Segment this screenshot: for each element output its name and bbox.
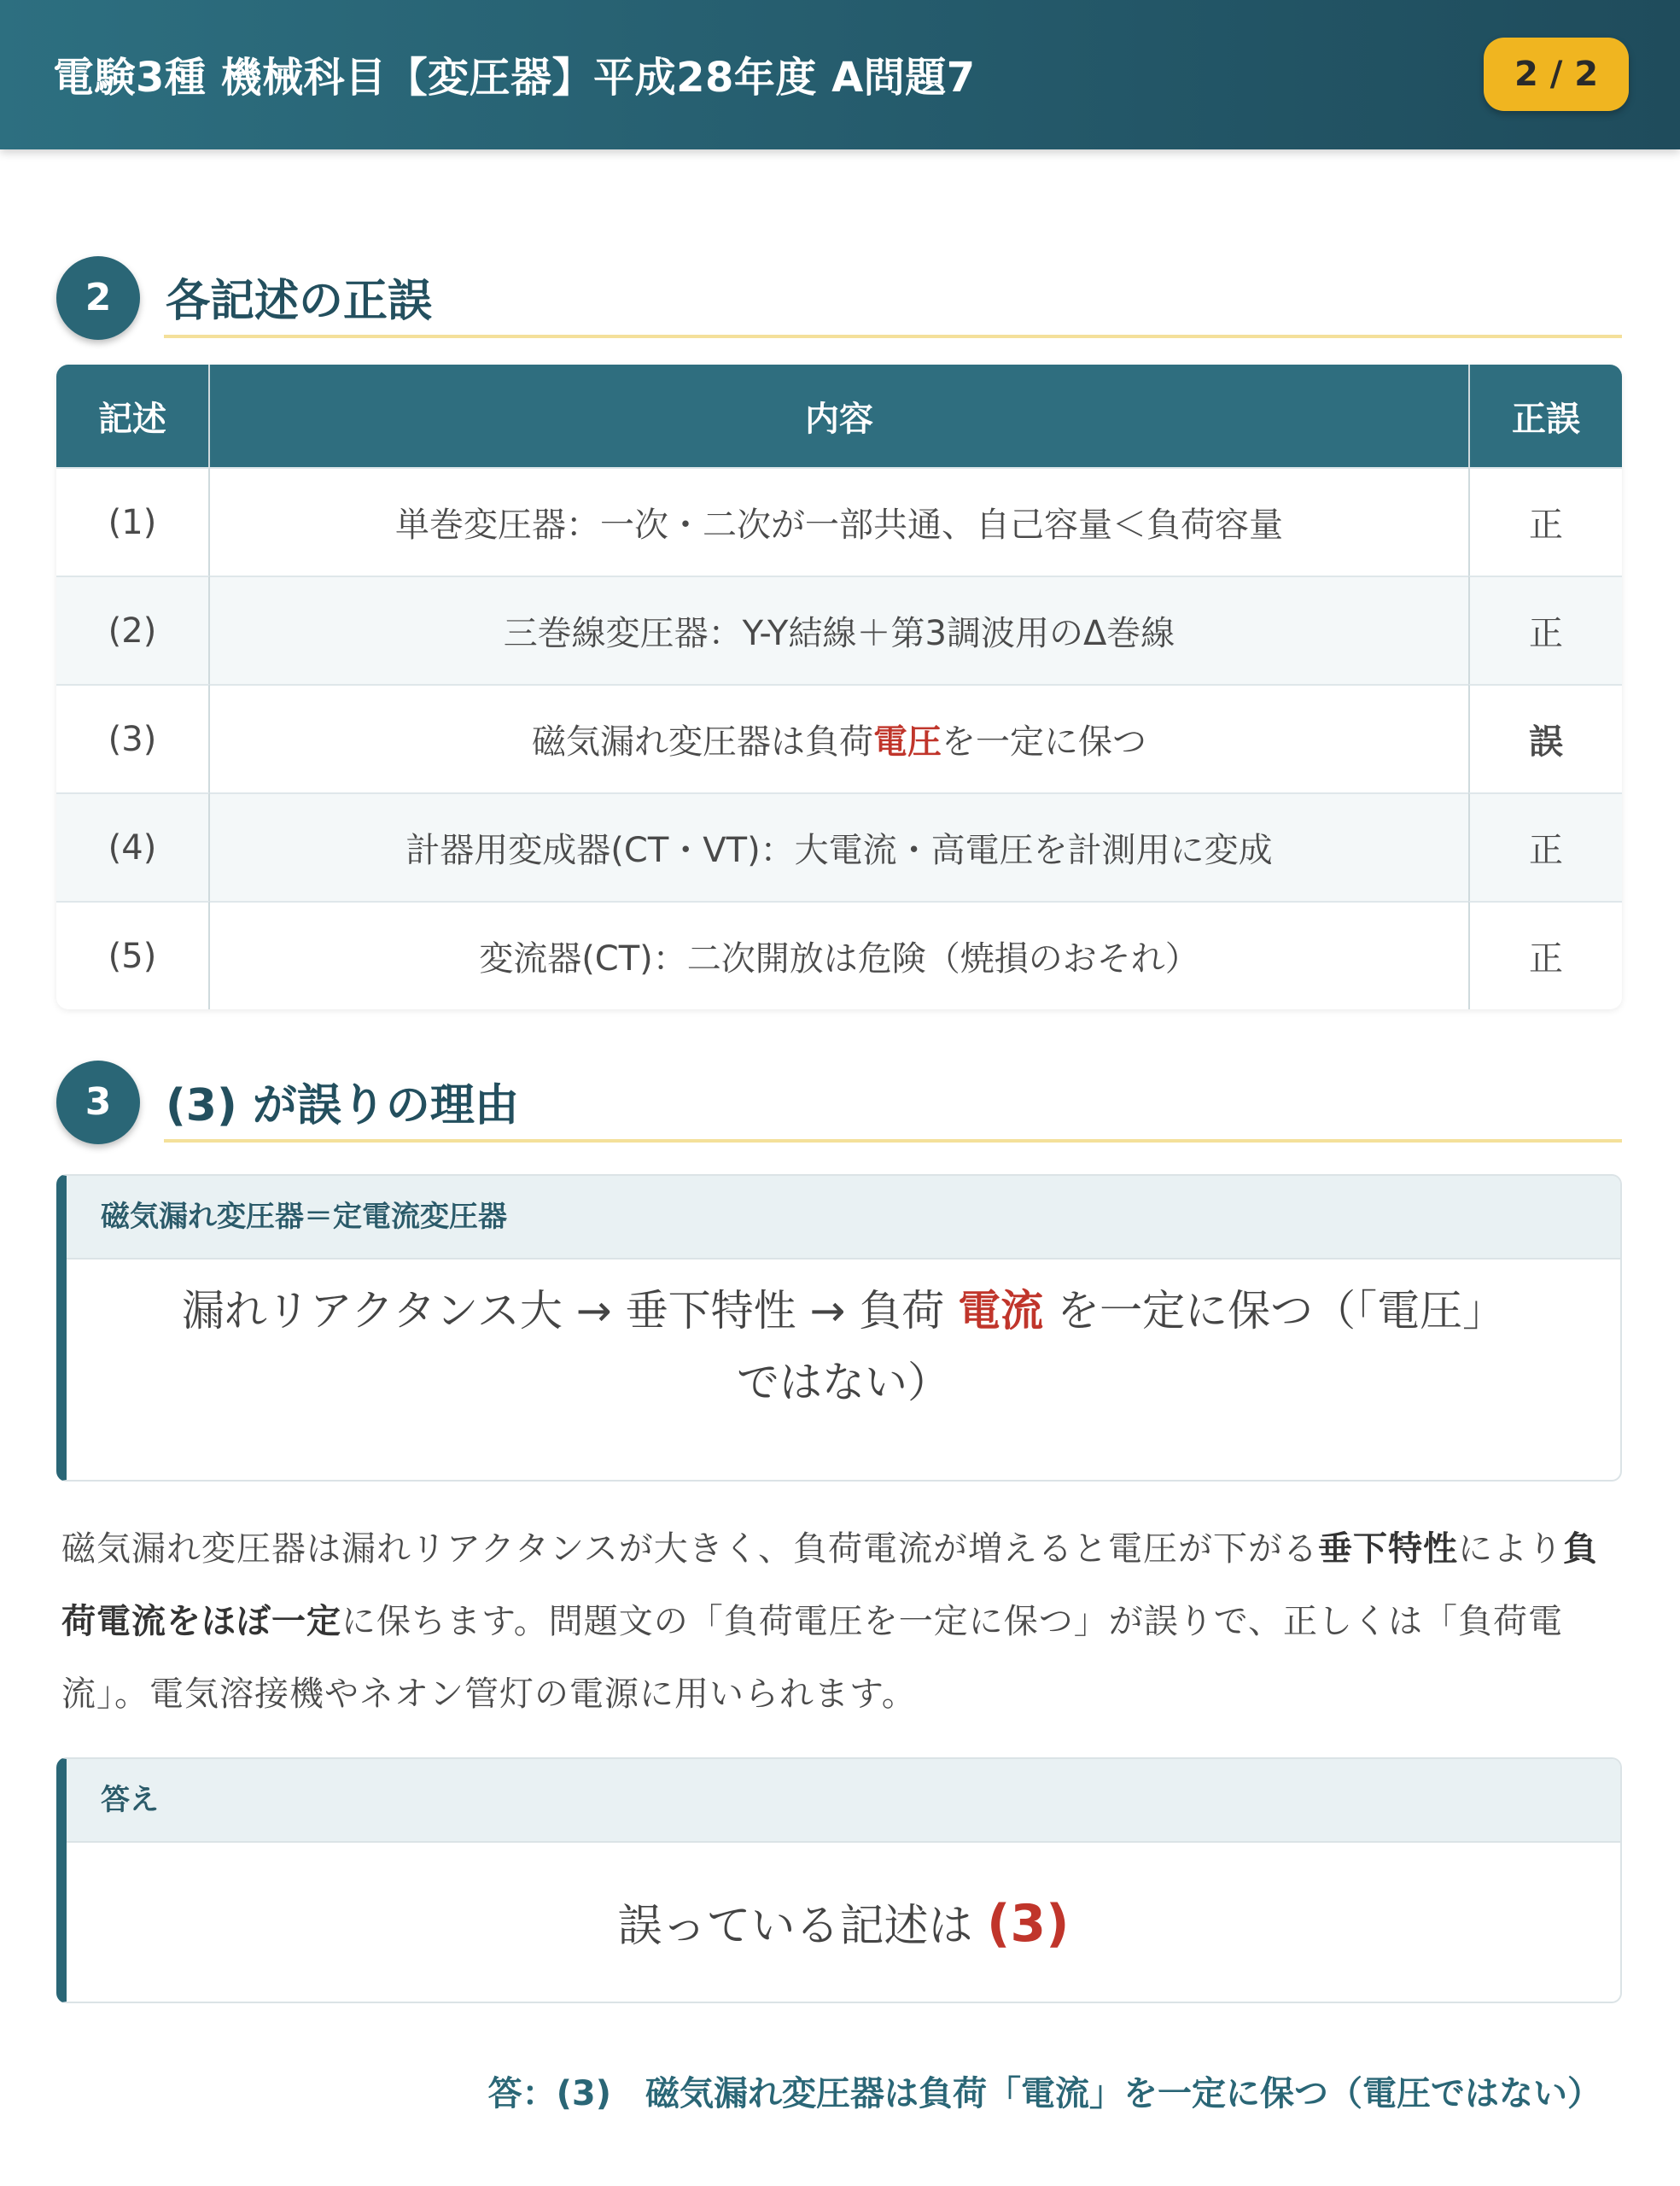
statement-judgement-table — [56, 365, 1622, 1009]
section-underline — [164, 335, 1622, 338]
section-number-badge: 3 — [56, 1061, 140, 1144]
section-number-badge: 2 — [56, 256, 140, 340]
key-point-heading: 磁気漏れ変圧器＝定電流変圧器 — [67, 1176, 1620, 1260]
answer-heading: 答え — [67, 1759, 1620, 1843]
explanation-bold: 負荷電流をほぼ一定 — [61, 1529, 1598, 1641]
row-content: 単巻変圧器：一次・二次が一部共通、自己容量＜負荷容量 — [210, 467, 1468, 576]
key-point-line — [67, 1275, 1620, 1347]
answer-text: 誤っている記述は — [617, 1901, 987, 1952]
row-verdict: 正 — [1468, 576, 1622, 684]
row-verdict: 正 — [1468, 792, 1622, 901]
row-content-text: を一定に保つ — [942, 722, 1146, 762]
answer-box — [56, 1757, 1622, 2003]
explanation-paragraph — [61, 1513, 1624, 1731]
key-point-text: を一定に保つ（「電圧」 — [1043, 1286, 1506, 1336]
row-verdict: 正 — [1468, 467, 1622, 576]
table-row — [56, 901, 1622, 1009]
explanation-text: 磁気漏れ変圧器は漏れリアクタンスが大きく、負荷電流が増えると電圧が下がる — [61, 1529, 1318, 1569]
column-header-verdict: 正誤 — [1468, 365, 1622, 467]
final-answer-summary: 答：(3) 磁気漏れ変圧器は負荷「電流」を一定に保つ（電圧ではない） — [487, 2074, 1601, 2113]
page-indicator-badge: 2 / 2 — [1484, 38, 1629, 111]
section-title: 各記述の正誤 — [166, 276, 433, 327]
table-row — [56, 467, 1622, 576]
answer-body — [67, 1843, 1620, 1965]
key-point-line: ではない） — [737, 1358, 950, 1407]
key-point-text: 漏れリアクタンス大 → 垂下特性 → 負荷 — [181, 1286, 959, 1336]
row-number: (2) — [56, 576, 210, 684]
key-point-body — [67, 1260, 1620, 1418]
column-header-content: 内容 — [210, 365, 1468, 467]
row-number: (1) — [56, 467, 210, 576]
table-row — [56, 576, 1622, 684]
answer-choice: (3) — [986, 1894, 1070, 1954]
row-content — [210, 684, 1468, 792]
highlight-error-word: 電圧 — [873, 722, 942, 762]
row-content: 計器用変成器(CT・VT)：大電流・高電圧を計測用に変成 — [210, 792, 1468, 901]
table-row — [56, 684, 1622, 792]
row-content: 変流器(CT)：二次開放は危険（焼損のおそれ） — [210, 901, 1468, 1009]
row-number: (5) — [56, 901, 210, 1009]
table-header-row — [56, 365, 1622, 467]
row-content-text: 磁気漏れ変圧器は負荷 — [532, 722, 873, 762]
explanation-text: に保ちます。問題文の「負荷電圧を一定に保つ」が誤りで、正しくは「負荷電流」。電気溶接機やネオン管灯の電源に用いられます。 — [61, 1602, 1563, 1714]
highlight-current-word: 電流 — [958, 1286, 1044, 1336]
column-header-statement: 記述 — [56, 365, 210, 467]
row-number: (3) — [56, 684, 210, 792]
explanation-text: により — [1458, 1529, 1563, 1569]
row-verdict: 正 — [1468, 901, 1622, 1009]
section-underline — [164, 1139, 1622, 1143]
section-title: (3) が誤りの理由 — [166, 1080, 519, 1131]
explanation-bold: 垂下特性 — [1318, 1529, 1458, 1569]
header-bar — [0, 0, 1680, 149]
row-content: 三巻線変圧器：Y-Y結線＋第3調波用のΔ巻線 — [210, 576, 1468, 684]
row-number: (4) — [56, 792, 210, 901]
table-row — [56, 792, 1622, 901]
row-verdict-error: 誤 — [1468, 684, 1622, 792]
section-2-heading — [56, 256, 1622, 342]
page-title: 電験3種 機械科目【変圧器】平成28年度 A問題7 — [53, 54, 976, 102]
section-3-heading — [56, 1061, 1622, 1146]
key-point-box — [56, 1174, 1622, 1482]
